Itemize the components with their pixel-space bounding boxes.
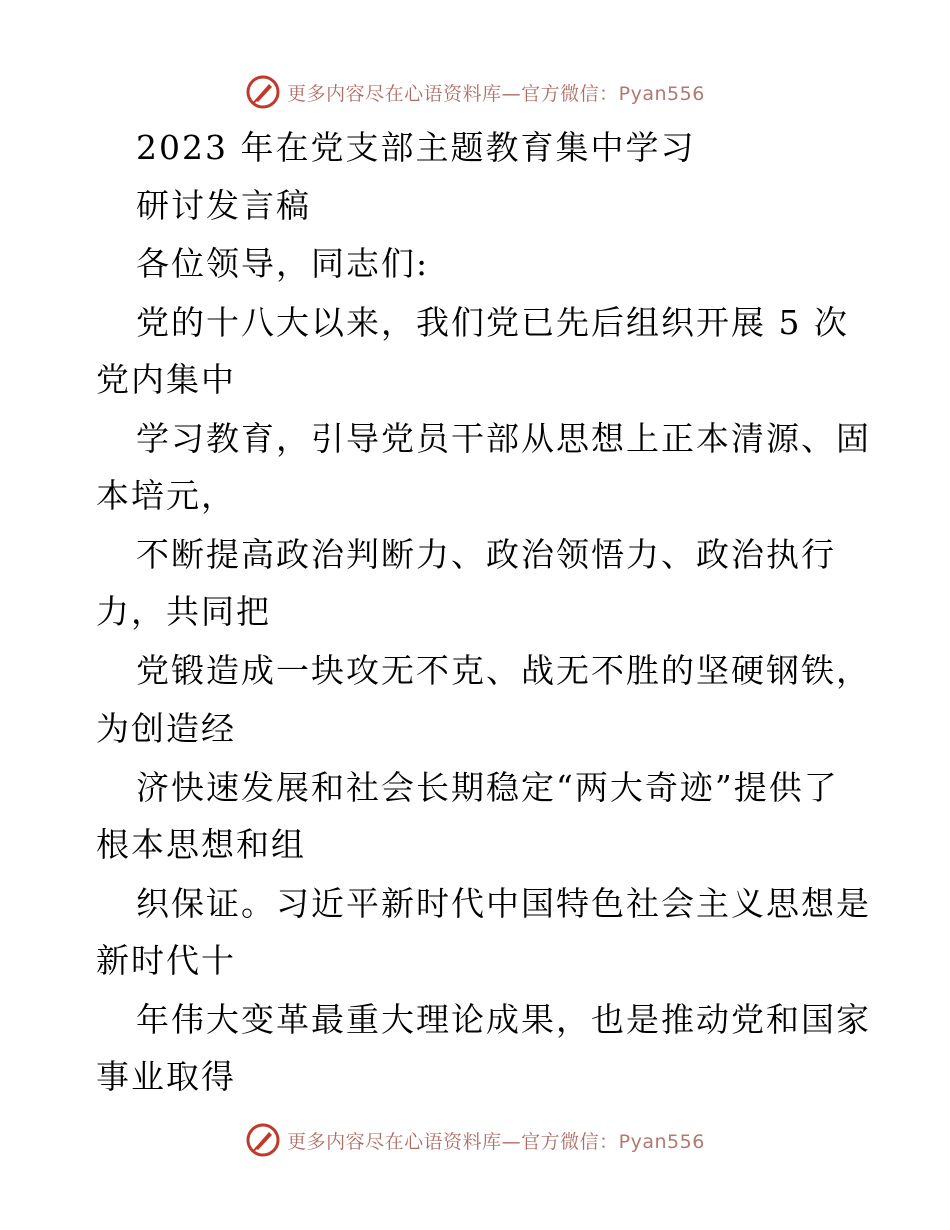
doc-title-line-1: 2023 年在党支部主题教育集中学习	[136, 128, 696, 167]
watermark-header	[0, 72, 950, 112]
watermark-label: 更多内容尽在心语资料库—官方微信：	[287, 1130, 619, 1153]
watermark-text	[287, 79, 705, 106]
paragraph-line: 党的十八大以来，我们党已先后组织开展 5 次	[136, 303, 849, 342]
paragraph-line: 为创造经	[96, 709, 236, 748]
paragraph-line: 济快速发展和社会长期稳定“两大奇迹”提供了	[136, 768, 839, 807]
watermark-label: 更多内容尽在心语资料库—官方微信：	[287, 82, 619, 105]
watermark-footer	[0, 1120, 950, 1160]
watermark-text	[287, 1127, 705, 1154]
paragraph-line: 党锻造成一块攻无不克、战无不胜的坚硬钢铁，	[136, 651, 871, 690]
quill-logo-icon	[245, 74, 281, 110]
paragraph-line: 学习教育，引导党员干部从思想上正本清源、固	[136, 419, 871, 458]
paragraph-line: 事业取得	[96, 1057, 236, 1096]
paragraph-line: 本培元，	[96, 476, 236, 515]
paragraph-line: 年伟大变革最重大理论成果，也是推动党和国家	[136, 1000, 871, 1039]
paragraph-line: 新时代十	[96, 941, 236, 980]
paragraph-line: 力，共同把	[96, 592, 271, 631]
paragraph-line: 织保证。习近平新时代中国特色社会主义思想是	[136, 884, 871, 923]
paragraph-line: 党内集中	[96, 360, 236, 399]
paragraph-line: 根本思想和组	[96, 825, 306, 864]
paragraph-line: 不断提高政治判断力、政治领悟力、政治执行	[136, 535, 836, 574]
doc-title-line-2: 研讨发言稿	[136, 186, 311, 225]
salutation: 各位领导，同志们:	[136, 244, 430, 283]
quill-logo-icon	[245, 1122, 281, 1158]
watermark-wechat-id: Pyan556	[618, 1130, 705, 1153]
watermark-wechat-id: Pyan556	[618, 82, 705, 105]
